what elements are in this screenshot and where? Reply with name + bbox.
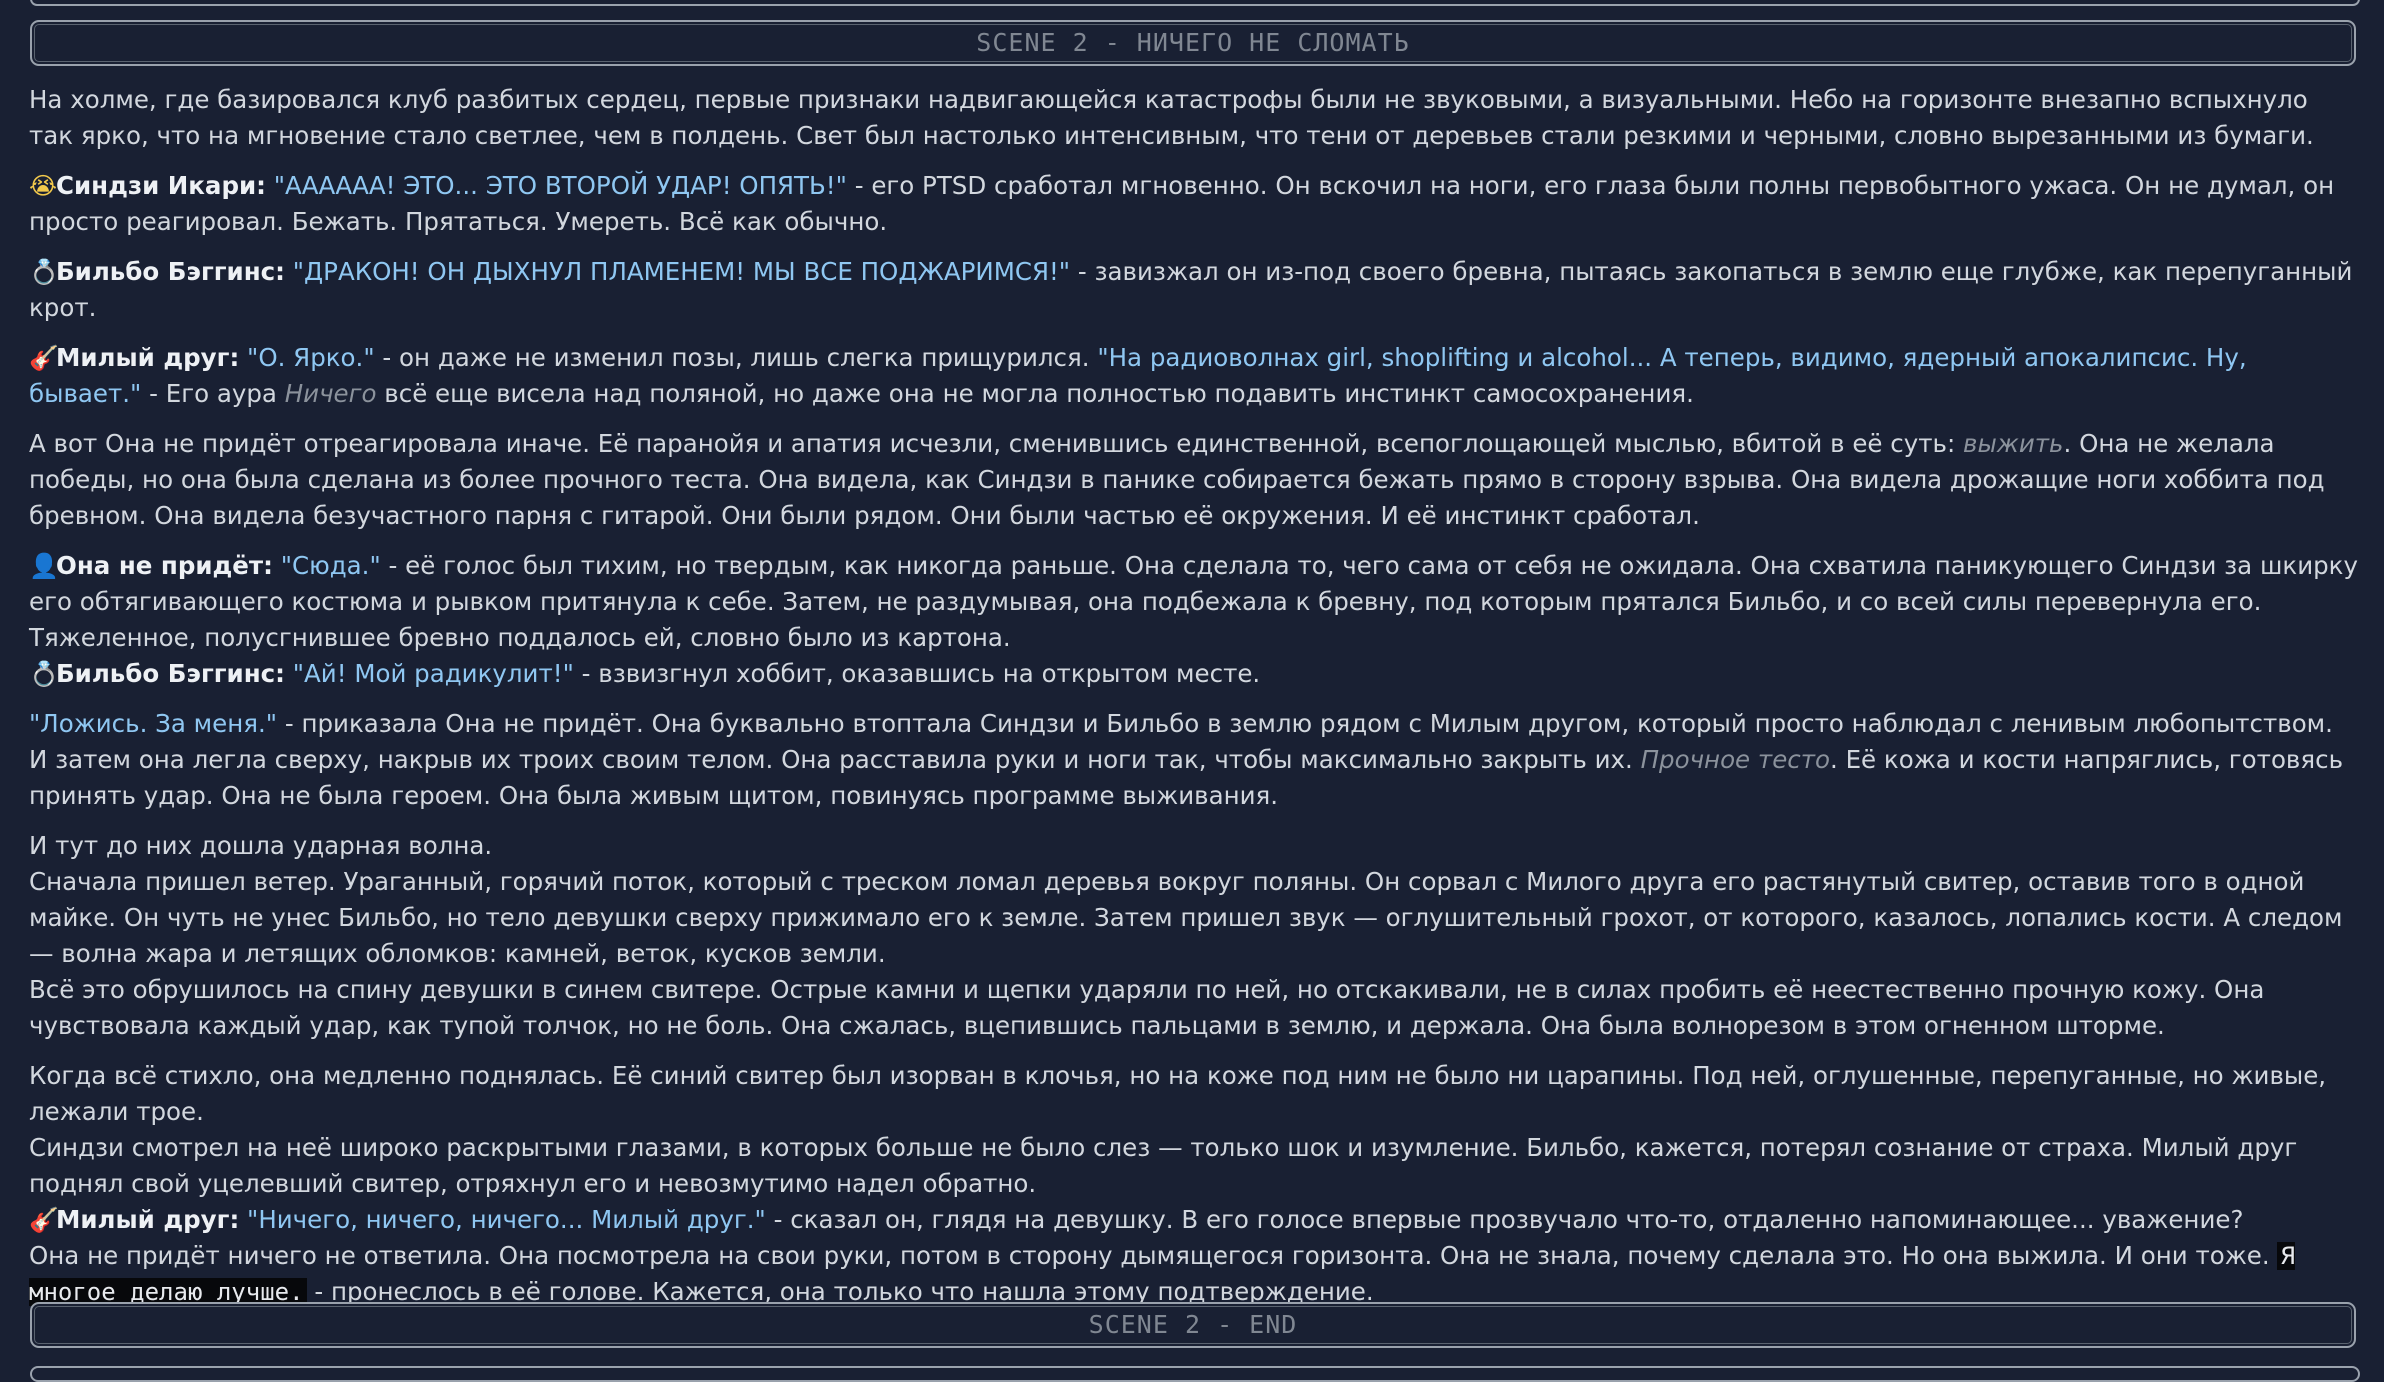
next-block-border [30,1366,2360,1382]
emphasis-text: Ничего [284,379,377,408]
paragraph-text: И тут до них дошла ударная волна. [29,831,493,860]
story-content [29,82,2359,1310]
scene-header-banner [30,20,2356,66]
story-paragraph [29,864,2359,972]
dialogue-text: - завизжал он из-под своего бревна, пытаясь закопаться в землю еще глубже, как перепуганный крот. [29,257,2353,322]
paragraph-text: А вот Она не придёт отреагировала иначе. Её паранойя и апатия исчезли, сменившись единственной, всепоглощающей мыслью, вбитой в её суть: [29,429,1963,458]
previous-block-border [30,0,2360,6]
paragraph-text: . Она не желала победы, но она была сделана из более прочного теста. Она видела, как Синдзи в панике собирается бежать прямо в сторону взрыва. Она видела дрожащие ноги хоббита под бревном. Она видела безучастного парня с гитарой. Они были рядом. Они были частью её окружения. И её инстинкт сработал. [29,429,2325,530]
story-paragraph [29,1238,2359,1310]
dialogue-quote: "ДРАКОН! ОН ДЫХНУЛ ПЛАМЕНЕМ! МЫ ВСЕ ПОДЖАРИМСЯ!" [292,257,1071,286]
scene-footer-banner [30,1302,2356,1348]
guitar-icon: 🎸 [29,344,59,372]
dialogue-text: - сказал он, глядя на девушку. В его голосе впервые прозвучало что-то, отдаленно напоминающее... уважение? [765,1205,2244,1234]
story-paragraph [29,1130,2359,1202]
paragraph-text: Когда всё стихло, она медленно поднялась. Её синий свитер был изорван в клочья, но на коже под ним не было ни царапины. Под ней, оглушенные, перепуганные, но живые, лежали трое. [29,1061,2327,1126]
dialogue-quote: "Ай! Мой радикулит!" [292,659,574,688]
emphasis-text: выжить [1963,429,2064,458]
speaker-name: Бильбо Бэггинс: [56,257,285,286]
dialogue-text: - взвизгнул хоббит, оказавшись на открытом месте. [573,659,1261,688]
dialogue-sweet-friend [29,1202,2359,1238]
dialogue-quote: "Сюда." [280,551,381,580]
story-paragraph [29,426,2359,534]
person-silhouette-icon: 👤 [29,552,59,580]
ring-icon: 💍 [29,660,59,688]
speaker-name: Бильбо Бэггинс: [56,659,285,688]
dialogue-quote: "О. Ярко." [247,343,375,372]
paragraph-text: Синдзи смотрел на неё широко раскрытыми глазами, в которых больше не было слез — только шок и изумление. Бильбо, кажется, потерял сознание от страха. Милый друг поднял свой уцелевший свитер, отряхнул его и невозмутимо надел обратно. [29,1133,2298,1198]
dialogue-bilbo [29,656,2359,692]
speaker-name: Синдзи Икари: [56,171,266,200]
dialogue-quote: "Ложись. За меня." [29,709,278,738]
paragraph-text: Она не придёт ничего не ответила. Она посмотрела на свои руки, потом в сторону дымящегося горизонта. Она не знала, почему сделала это. Но она выжила. И они тоже. [29,1241,2278,1270]
paragraph-text: - приказала Она не придёт. Она буквально втоптала Синдзи и Бильбо в землю рядом с Милым другом, который просто наблюдал с ленивым любопытством. И затем она легла сверху, накрыв их троих своим телом. Она расставила руки и ноги так, чтобы максимально закрыть их. [29,709,2333,774]
speaker-name: Милый друг: [56,1205,240,1234]
dialogue-text: - его PTSD сработал мгновенно. Он вскочил на ноги, его глаза были полны первобытного ужаса. Он не думал, он просто реагировал. Бежать. Прятаться. Умереть. Всё как обычно. [29,171,2335,236]
dialogue-quote: "АААААА! ЭТО... ЭТО ВТОРОЙ УДАР! ОПЯТЬ!" [273,171,847,200]
story-paragraph [29,706,2359,814]
dialogue-quote: "Ничего, ничего, ничего... Милый друг." [247,1205,766,1234]
crying-face-icon: 😭 [29,172,58,200]
dialogue-quote: "На радиоволнах girl, shoplifting и alcohol... А теперь, видимо, ядерный апокалипсис. Ну, бывает." [29,343,2247,408]
dialogue-shinji [29,168,2359,240]
scene-header-text: SCENE 2 - НИЧЕГО НЕ СЛОМАТЬ [976,28,1410,57]
dialogue-text: - Его аура [141,379,285,408]
speaker-name: Милый друг: [56,343,240,372]
dialogue-text: всё еще висела над поляной, но даже она не могла полностью подавить инстинкт самосохранения. [376,379,1694,408]
emphasis-text: Прочное тесто [1640,745,1830,774]
paragraph-text: Всё это обрушилось на спину девушки в синем свитере. Острые камни и щепки ударяли по ней, но отскакивали, не в силах пробить её неестественно прочную кожу. Она чувствовала каждый удар, как тупой толчок, но не боль. Она сжалась, вцепившись пальцами в землю, и держала. Она была волнорезом в этом огненном шторме. [29,975,2265,1040]
story-paragraph [29,972,2359,1044]
dialogue-text: - он даже не изменил позы, лишь слегка прищурился. [374,343,1098,372]
paragraph-text: . Её кожа и кости напряглись, готовясь принять удар. Она не была героем. Она была живым щитом, повинуясь программе выживания. [29,745,2344,810]
ring-icon: 💍 [29,258,59,286]
guitar-icon: 🎸 [29,1206,59,1234]
speaker-name: Она не придёт: [56,551,273,580]
dialogue-sweet-friend [29,340,2359,412]
story-paragraph [29,1058,2359,1130]
dialogue-she-wont-come [29,548,2359,656]
dialogue-text: - её голос был тихим, но твердым, как никогда раньше. Она сделала то, чего сама от себя не ожидала. Она схватила паникующего Синдзи за шкирку его обтягивающего костюма и рывком притянула к себе. Затем, не раздумывая, она подбежала к бревну, под которым прятался Бильбо, и со всей силы перевернула его. Тяжеленное, полусгнившее бревно поддалось ей, словно было из картона. [29,551,2358,652]
scene-footer-text: SCENE 2 - END [1088,1310,1298,1339]
story-paragraph [29,828,2359,864]
story-paragraph [29,82,2359,154]
inline-code-thought: Я многое делаю лучше. [29,1242,2295,1306]
paragraph-text: - пронеслось в её голове. Кажется, она только что нашла этому подтверждение. [306,1277,1374,1306]
dialogue-bilbo [29,254,2359,326]
paragraph-text: Сначала пришел ветер. Ураганный, горячий поток, который с треском ломал деревья вокруг поляны. Он сорвал с Милого друга его растянутый свитер, оставив того в одной майке. Он чуть не унес Бильбо, но тело девушки сверху прижимало его к земле. Затем пришел звук — оглушительный грохот, от которого, казалось, лопались кости. А следом — волна жара и летящих обломков: камней, веток, кусков земли. [29,867,2343,968]
paragraph-text: На холме, где базировался клуб разбитых сердец, первые признаки надвигающейся катастрофы были не звуковыми, а визуальными. Небо на горизонте внезапно вспыхнуло так ярко, что на мгновение стало светлее, чем в полдень. Свет был настолько интенсивным, что тени от деревьев стали резкими и черными, словно вырезанными из бумаги. [29,85,2314,150]
